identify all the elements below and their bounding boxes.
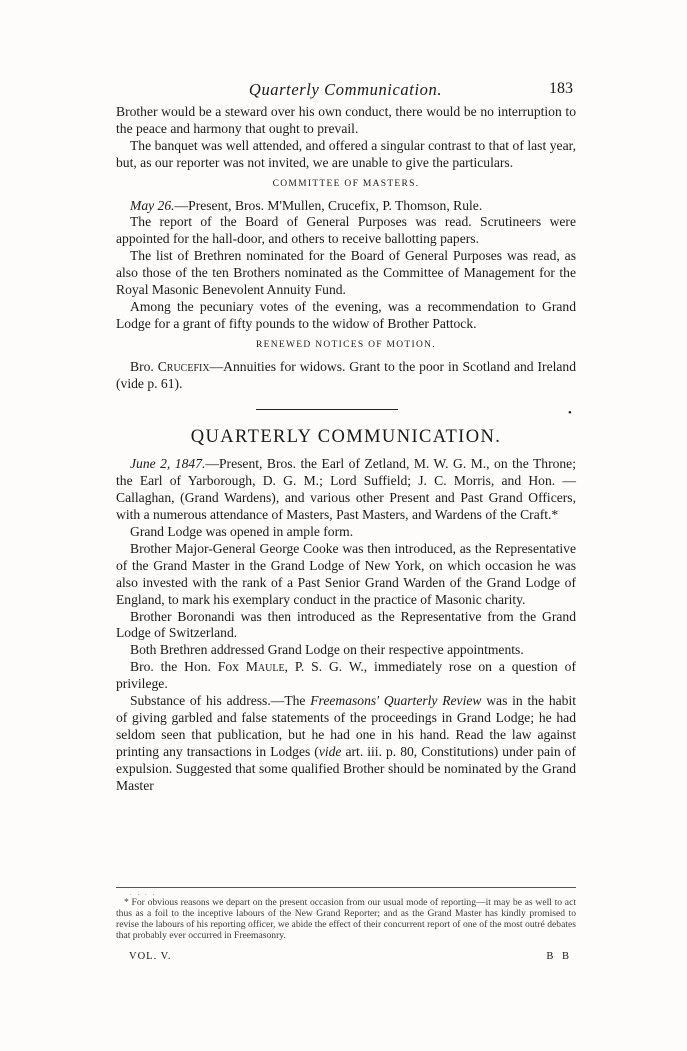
paragraph-meeting-date — [116, 456, 576, 524]
running-header — [118, 80, 573, 102]
paragraph: Brother Major-General George Cooke was then introduced, as the Representative of the Grand Master in the Grand Lodge of New York, on which occasion he was also invested with the rank of a Past Senior Grand Warden of the Grand Lodge of England, to mark his exemplary conduct in the practice of Masonic charity. — [116, 540, 576, 607]
text: —Annuities for widows. Grant to the poor in Scotland and Ireland (vide p. 61). — [116, 358, 577, 391]
member-name: Crucefix — [157, 358, 210, 374]
page-signature-line — [129, 951, 572, 965]
body-text — [116, 104, 576, 795]
paragraph: Brother Boronandi was then introduced as the Representative from the Grand Lodge of Switzerland. — [116, 608, 576, 641]
text: , P. S. G. W., immediately rose on a question of privilege. — [116, 659, 576, 692]
paragraph: The list of Brethren nominated for the Board of General Purposes was read, as also those of the ten Brothers nominated as the Committee of Management for the Royal Masonic Benevolent Annuity Fund. — [116, 248, 576, 298]
paragraph — [116, 659, 576, 693]
footnote-marker: . . . . — [130, 889, 157, 897]
member-name: Maule — [245, 659, 285, 675]
date: May 26. — [130, 197, 175, 213]
text: Substance of his address.—The — [130, 693, 311, 709]
signature-mark: B B — [546, 951, 572, 962]
text: was in the habit of giving garbled and false statements of the proceedings in Grand Lodge; he had seldom seen that publication, but he had one in his hand. Read the law against printing any transactions in Lodges ( — [116, 693, 576, 759]
paragraph-meeting-date — [116, 198, 576, 215]
text: Bro. — [130, 358, 158, 374]
text: —Present, Bros. M'Mullen, Crucefix, P. Thomson, Rule. — [174, 197, 483, 213]
paragraph: Grand Lodge was opened in ample form. — [130, 524, 354, 540]
footnote-rule — [116, 887, 576, 888]
section-title: QUARTERLY COMMUNICATION. — [190, 426, 502, 447]
divider-rule — [256, 409, 398, 410]
footnote-text: * For obvious reasons we depart on the present occasion from our usual mode of reporting—it may be as well to act thus as a foil to the inceptive labours of the New Grand Reporter; and as the Grand Master has kindly promised to revise the labours of his reporting officer, we abide the effect of their concurrent report of one of the most outré debates that probably ever occurred in Freemasonry. — [116, 897, 576, 941]
text: —Present, Bros. the Earl of Zetland, M. W. G. M., on the Throne; the Earl of Yarborough, D. G. M.; Lord Suffield; J. C. Morris, and Hon. — Callaghan, (Grand Wardens), and various other Present and Past Grand Officers, with a numerous attendance of Masters, Past Masters, and Wardens of the Craft.* — [116, 456, 576, 523]
footnote — [116, 897, 576, 941]
paragraph: Brother would be a steward over his own conduct, there would be no interruption to the peace and harmony that ought to prevail. — [116, 104, 576, 136]
paragraph: The report of the Board of General Purposes was read. Scrutineers were appointed for the hall-door, and others to receive ballotting papers. — [116, 214, 576, 247]
text: Bro. the Hon. Fox — [130, 659, 246, 675]
paragraph — [116, 693, 576, 794]
text: vide — [318, 743, 342, 759]
subheading-committee: COMMITTEE OF MASTERS. — [272, 178, 420, 189]
running-title: Quarterly Communication. — [248, 80, 443, 99]
paragraph: Both Brethren addressed Grand Lodge on their respective appointments. — [130, 642, 524, 658]
section-divider — [116, 393, 576, 423]
publication-title: Freemasons' Quarterly Review — [310, 693, 482, 709]
paragraph: The banquet was well attended, and offered a singular contrast to that of last year, but, as our reporter was not invited, we are unable to give the particulars. — [116, 137, 576, 170]
divider-dot: • — [568, 406, 572, 419]
volume-label: VOL. V. — [129, 951, 172, 962]
text: art. iii. p. 80, Constitutions) under pain of expulsion. Suggested that some qualified Brother should be nominated by the Grand Master — [116, 743, 576, 793]
date: June 2, 1847. — [130, 456, 206, 472]
paragraph-motion — [116, 359, 576, 393]
subheading-motions: RENEWED NOTICES OF MOTION. — [256, 339, 436, 350]
page-number: 183 — [549, 80, 573, 97]
paragraph: Among the pecuniary votes of the evening, was a recommendation to Grand Lodge for a grant of fifty pounds to the widow of Brother Pattock. — [116, 298, 576, 331]
